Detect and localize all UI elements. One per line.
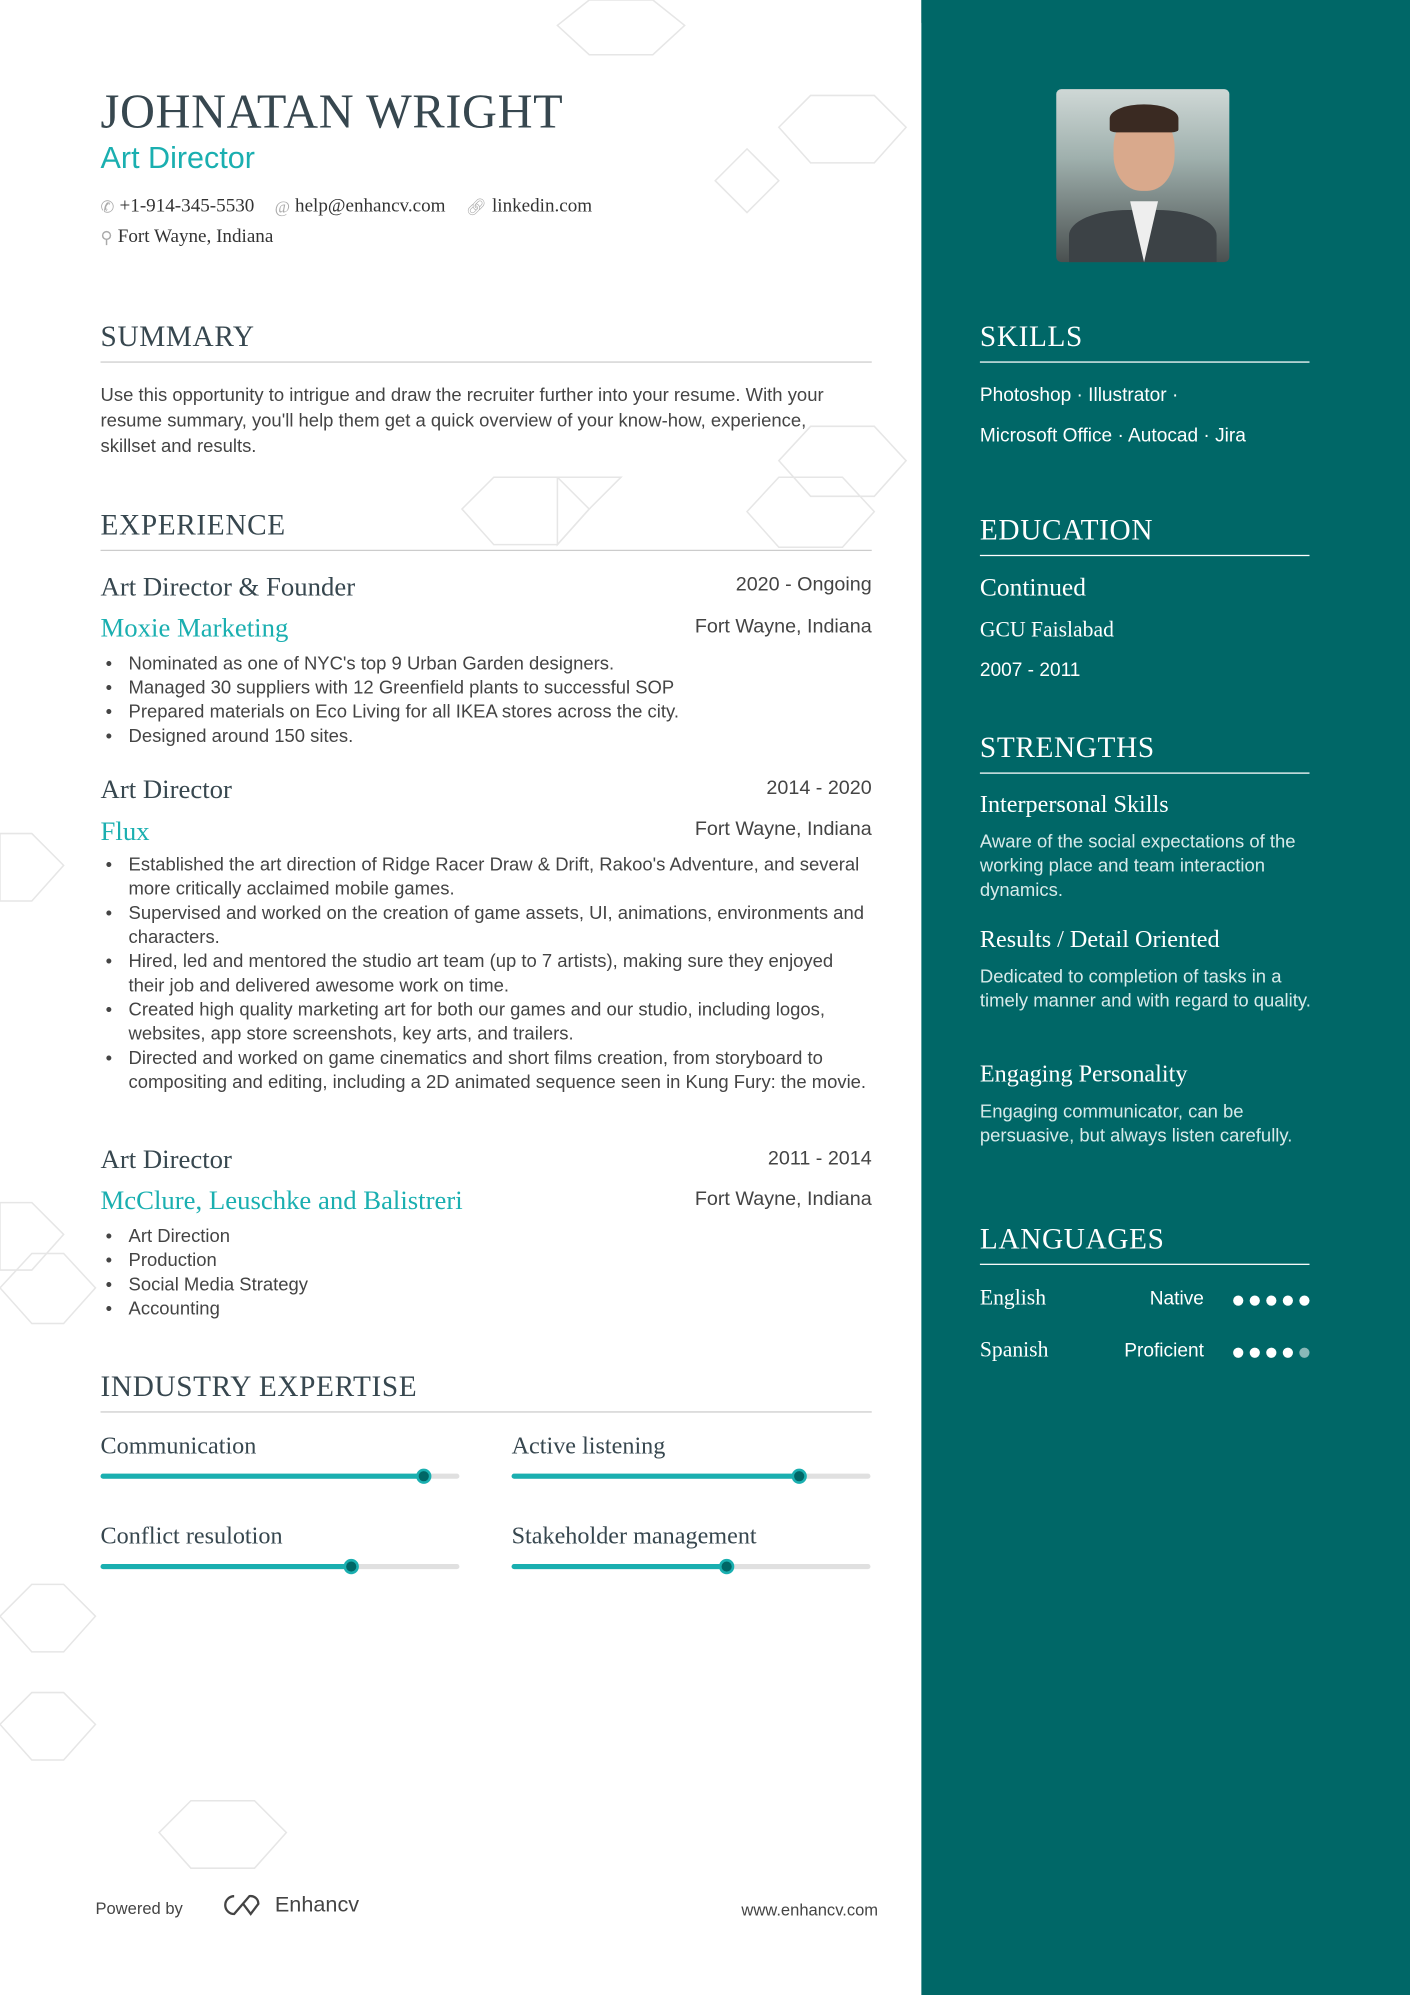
enhancv-logo (216, 1892, 359, 1917)
skills-line: Photoshop · Illustrator · (979, 384, 1179, 406)
bullet: • Created high quality marketing art for both our games and our studio, including logos, websites, app store screenshots, key arts, and trailers. (101, 999, 872, 1047)
at-icon: @ (274, 196, 290, 216)
bullet: • Supervised and worked on the creation of game assets, UI, animations, environments and characters. (101, 902, 872, 950)
footer-url[interactable]: www.enhancv.com (741, 1899, 879, 1920)
expertise-label: Active listening (511, 1432, 666, 1460)
level-dot (1299, 1296, 1309, 1306)
bullet: • Production (101, 1250, 872, 1274)
language-dots (1227, 1341, 1310, 1364)
language-name: English (979, 1285, 1047, 1310)
bullet: • Established the art direction of Ridge Racer Draw & Drift, Rakoo's Adventure, and several more critically acclaimed mobile games. (101, 854, 872, 902)
strength-title: Interpersonal Skills (979, 791, 1169, 819)
job-bullets (101, 653, 872, 750)
job-title: Art Director (100, 773, 232, 805)
job-company: McClure, Leuschke and Balistreri (100, 1184, 463, 1216)
summary-text: Use this opportunity to intrigue and draw the recruiter further into your resume. With your resume summary, you'll help them get a quick overview of your know-how, experience, skillset and results. (100, 385, 824, 457)
job-bullets (101, 1226, 872, 1323)
strength-text: Dedicated to completion of tasks in a timely manner and with regard to quality. (979, 967, 1311, 1012)
expertise-fill (101, 1474, 424, 1479)
education-school: GCU Faislabad (979, 617, 1114, 642)
job-dates: 2014 - 2020 (766, 777, 872, 800)
bullet: • Art Direction (101, 1226, 872, 1250)
job-dates: 2020 - Ongoing (735, 573, 872, 596)
job-location: Fort Wayne, Indiana (694, 1188, 872, 1211)
education-heading: EDUCATION (980, 514, 1310, 556)
language-row (980, 1338, 1313, 1369)
location: Fort Wayne, Indiana (117, 226, 274, 247)
expertise-knob (416, 1469, 431, 1484)
expertise-item (101, 1433, 460, 1479)
level-dot (1299, 1348, 1309, 1358)
job-location: Fort Wayne, Indiana (694, 615, 872, 638)
language-level: Native (1149, 1287, 1204, 1310)
expertise-fill (512, 1474, 799, 1479)
linkedin-link[interactable]: linkedin.com (491, 195, 593, 217)
bullet: • Managed 30 suppliers with 12 Greenfield plants to successful SOP (101, 677, 872, 701)
expertise-item (512, 1433, 871, 1479)
location-row (101, 227, 274, 249)
language-level: Proficient (1124, 1340, 1204, 1362)
level-dot (1266, 1348, 1276, 1358)
job-location: Fort Wayne, Indiana (694, 818, 872, 840)
strength-title: Engaging Personality (979, 1061, 1188, 1089)
powered-by-label: Powered by (95, 1898, 183, 1918)
job-dates: 2011 - 2014 (767, 1147, 872, 1170)
level-dot (1283, 1348, 1293, 1358)
bullet: • Designed around 150 sites. (101, 725, 872, 749)
strength-text: Aware of the social expectations of the working place and team interaction dynamics. (979, 832, 1296, 902)
expertise-bar (101, 1474, 460, 1479)
bullet: • Accounting (101, 1298, 872, 1322)
skills-heading: SKILLS (980, 321, 1310, 363)
email[interactable]: help@enhancv.com (295, 195, 446, 217)
education-degree: Continued (979, 573, 1086, 602)
bullet: • Social Media Strategy (101, 1274, 872, 1298)
phone-icon: ✆ (100, 196, 115, 216)
expertise-bar (512, 1474, 871, 1479)
enhancv-brand: Enhancv (274, 1892, 360, 1917)
language-name: Spanish (979, 1337, 1049, 1362)
level-dot (1233, 1348, 1243, 1358)
skills-line: Microsoft Office · Autocad · Jira (979, 425, 1246, 447)
contact-row (101, 196, 593, 218)
level-dot (1250, 1296, 1260, 1306)
strengths-heading: STRENGTHS (980, 732, 1310, 774)
strength-text: Engaging communicator, can be persuasive, but always listen carefully. (979, 1102, 1293, 1147)
candidate-name: JOHNATAN WRIGHT (100, 85, 564, 139)
job-title: Art Director & Founder (100, 571, 356, 602)
job-title: Art Director (100, 1144, 232, 1175)
enhancv-logo-icon (216, 1892, 264, 1917)
expertise-item (512, 1523, 871, 1569)
bullet: • Prepared materials on Eco Living for all IKEA stores across the city. (101, 701, 872, 725)
job-company: Moxie Marketing (100, 612, 289, 643)
expertise-fill (101, 1564, 352, 1569)
language-dots (1227, 1289, 1310, 1312)
expertise-label: Stakeholder management (511, 1523, 757, 1551)
expertise-item (101, 1523, 460, 1569)
level-dot (1266, 1296, 1276, 1306)
expertise-fill (512, 1564, 727, 1569)
link-icon: 🔗︎ (465, 196, 487, 216)
education-dates: 2007 - 2011 (979, 659, 1081, 681)
expertise-label: Communication (100, 1432, 257, 1460)
bullet: • Hired, led and mentored the studio art team (up to 7 artists), making sure they enjoyed their job and delivered awesome work on time. (101, 951, 872, 999)
strength-title: Results / Detail Oriented (979, 926, 1220, 954)
summary-heading: SUMMARY (101, 321, 872, 363)
bullet: • Nominated as one of NYC's top 9 Urban Garden designers. (101, 653, 872, 677)
phone[interactable]: +1-914-345-5530 (119, 195, 255, 217)
level-dot (1283, 1296, 1293, 1306)
languages-heading: LANGUAGES (980, 1223, 1310, 1265)
profile-photo (1056, 89, 1229, 262)
experience-heading: EXPERIENCE (101, 509, 872, 551)
location-pin-icon: ⚲ (100, 227, 113, 247)
expertise-heading: INDUSTRY EXPERTISE (101, 1371, 872, 1413)
job-bullets (101, 854, 872, 1096)
expertise-bar (101, 1564, 460, 1569)
level-dot (1250, 1348, 1260, 1358)
expertise-label: Conflict resulotion (100, 1523, 283, 1551)
language-row (980, 1285, 1313, 1316)
level-dot (1233, 1296, 1243, 1306)
job-company: Flux (100, 815, 150, 847)
expertise-knob (791, 1469, 806, 1484)
expertise-bar (512, 1564, 871, 1569)
candidate-title: Art Director (100, 141, 255, 176)
bullet: • Directed and worked on game cinematics and short films creation, from storyboard to compositing and editing, including a 2D animated sequence seen in Kung Fury: the movie. (101, 1047, 872, 1095)
